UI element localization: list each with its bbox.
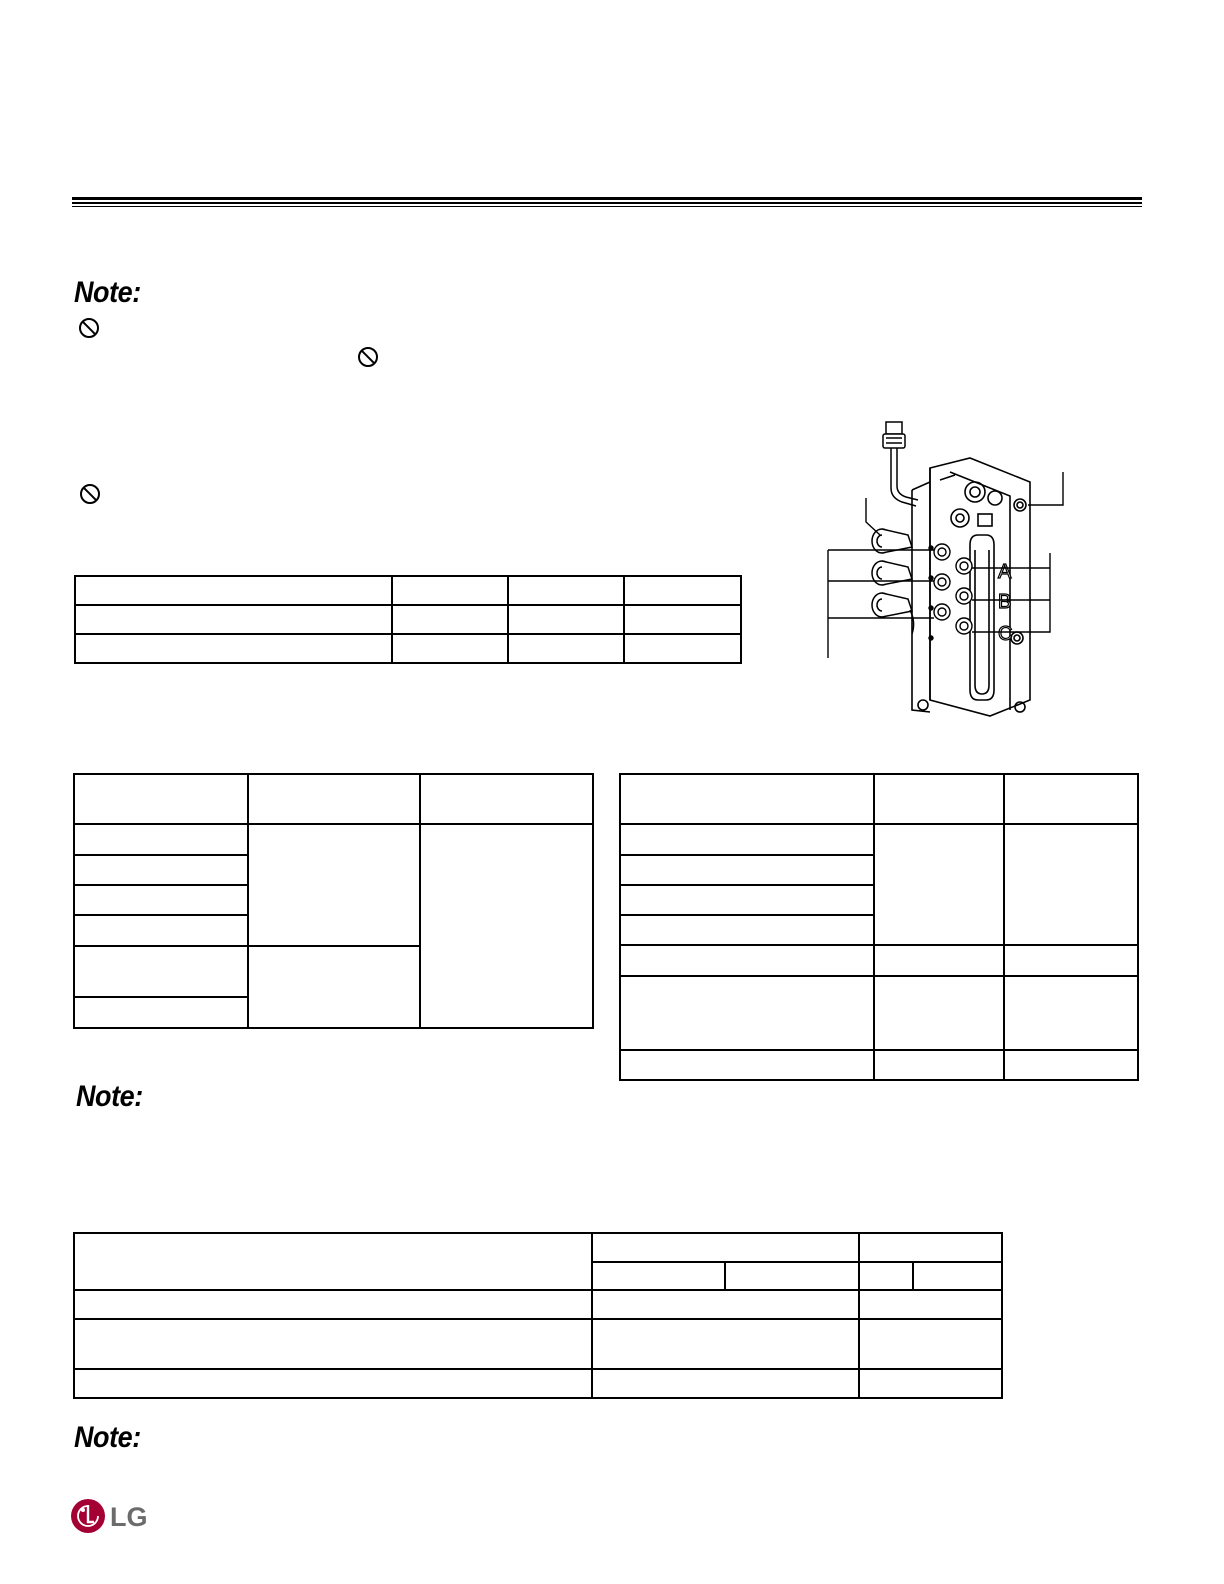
manifold-body (912, 458, 1030, 716)
table-cell (624, 576, 741, 605)
table-cell (75, 605, 392, 634)
table-cell (624, 634, 741, 663)
valve-manifold-diagram (820, 410, 1070, 720)
port-label-b: B (998, 591, 1012, 613)
port-label-a: A (998, 561, 1012, 583)
prohibition-icon (78, 317, 100, 339)
note-label-1: Note: (74, 276, 141, 309)
table-cell (392, 634, 508, 663)
note-label-3: Note: (74, 1421, 141, 1454)
front-fittings (929, 544, 972, 640)
lg-logo (70, 1496, 160, 1536)
table-cell (75, 576, 392, 605)
header-rule-middle (72, 202, 1142, 204)
table-cell (392, 576, 508, 605)
table-2 (73, 773, 595, 1031)
lg-logo-icon (70, 1496, 160, 1536)
prohibition-icon (357, 346, 379, 368)
table-1 (74, 575, 742, 664)
table-cell (75, 634, 392, 663)
brand-name: LG (110, 1502, 148, 1532)
table-cell (624, 605, 741, 634)
table-cell (508, 576, 624, 605)
leader-lines (828, 472, 1063, 658)
header-rule-bottom (72, 206, 1142, 207)
prohibition-icon (79, 483, 101, 505)
table-4 (73, 1232, 1005, 1402)
header-rule-top (72, 197, 1142, 200)
table-cell (508, 634, 624, 663)
table-cell (508, 605, 624, 634)
table-cell (392, 605, 508, 634)
port-label-c: C (998, 623, 1013, 645)
table-3 (619, 773, 1140, 1083)
note-label-2: Note: (76, 1080, 143, 1113)
